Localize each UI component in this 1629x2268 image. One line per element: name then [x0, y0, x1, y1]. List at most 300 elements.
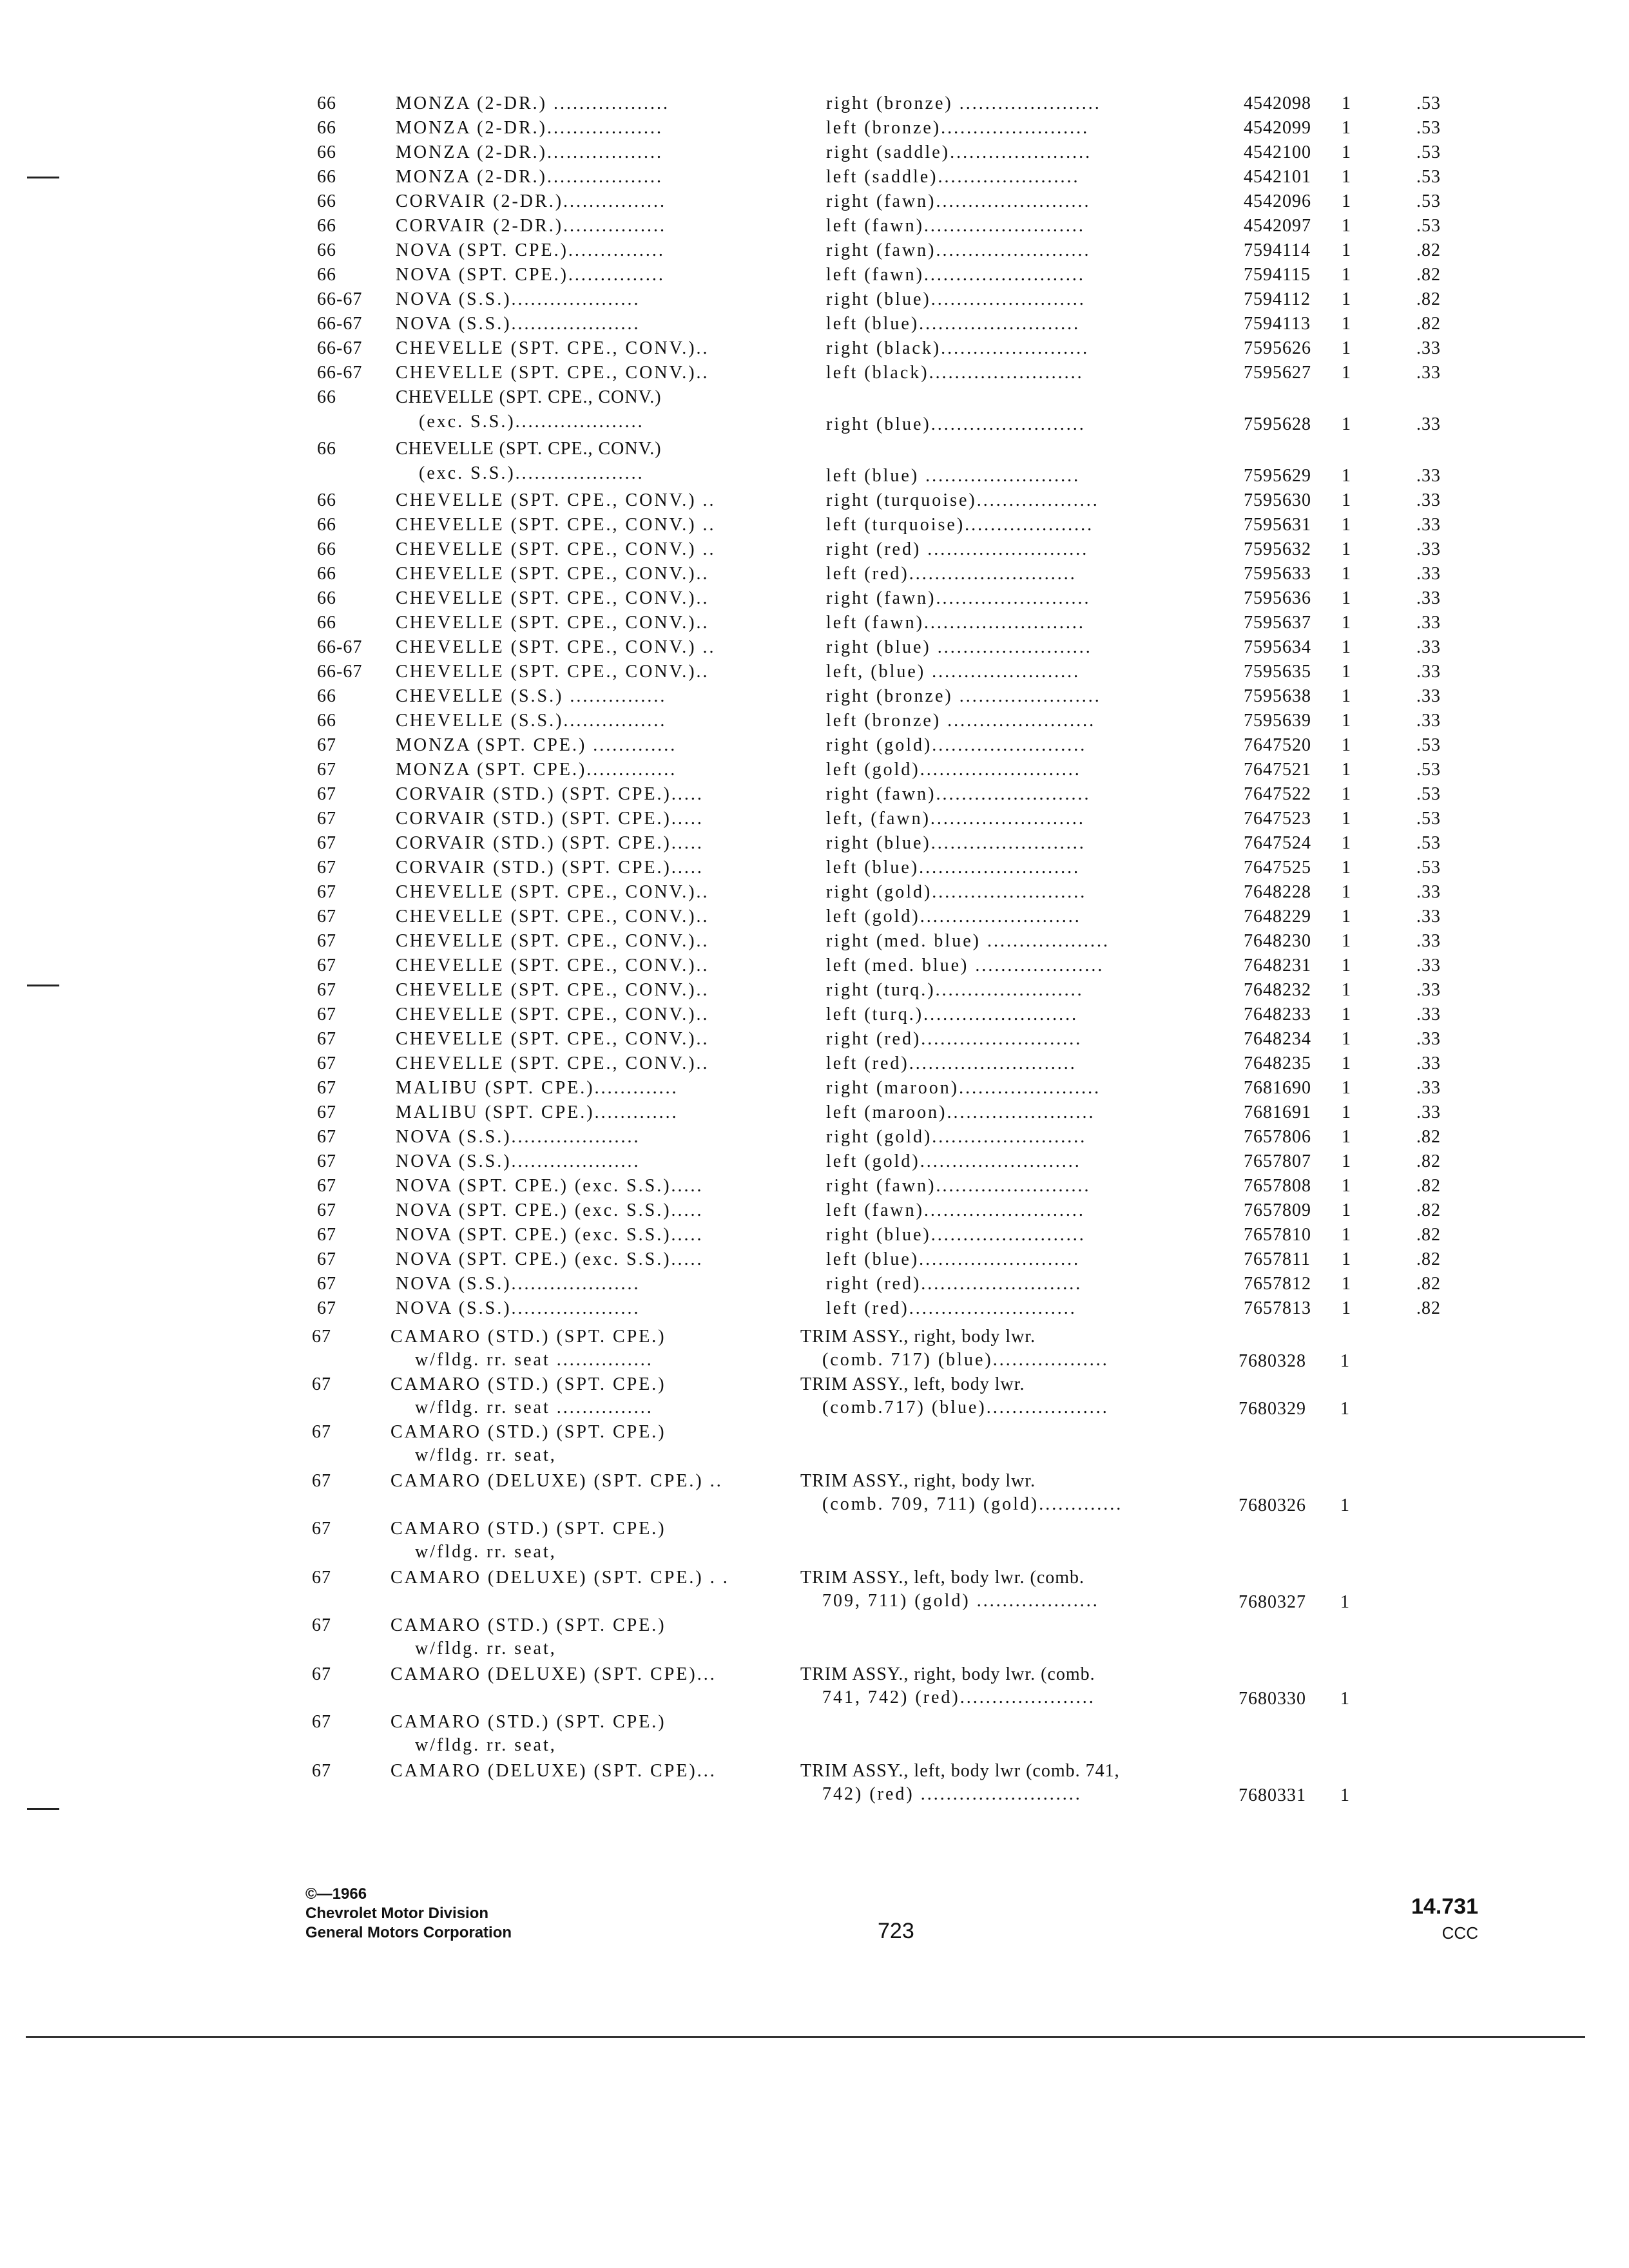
price-cell: .53 [1416, 118, 1441, 138]
description-cell: left, (blue) ....................... [826, 662, 1081, 682]
price-cell: .33 [1416, 1102, 1441, 1122]
model-cell: CHEVELLE (SPT. CPE., CONV.).. [396, 1004, 709, 1024]
year-cell: 66-67 [317, 289, 363, 309]
quantity-cell: 1 [1342, 93, 1351, 113]
model-cell: CHEVELLE (S.S.) ............... [396, 686, 667, 706]
model-cell: CHEVELLE (SPT. CPE., CONV.) [396, 387, 662, 407]
model-cell-continued: w/fldg. rr. seat ............... [415, 1398, 653, 1418]
price-cell: .82 [1416, 1249, 1441, 1269]
year-cell: 66 [317, 387, 336, 407]
model-cell: CHEVELLE (SPT. CPE., CONV.).. [396, 363, 709, 383]
description-cell: TRIM ASSY., right, body lwr. (comb. [800, 1664, 1095, 1684]
year-cell: 66 [317, 93, 336, 113]
quantity-cell: 1 [1342, 833, 1351, 853]
quantity-cell: 1 [1342, 191, 1351, 211]
model-cell: NOVA (SPT. CPE.)............... [396, 265, 665, 285]
description-cell: TRIM ASSY., right, body lwr. [800, 1327, 1036, 1347]
quantity-cell: 1 [1342, 289, 1351, 309]
price-cell: .82 [1416, 1200, 1441, 1220]
model-cell: CHEVELLE (SPT. CPE., CONV.).. [396, 613, 709, 633]
price-cell: .53 [1416, 93, 1441, 113]
part-number-cell: 7680329 [1239, 1399, 1306, 1419]
model-cell: CORVAIR (2-DR.)................ [396, 191, 667, 211]
model-cell: CORVAIR (STD.) (SPT. CPE.)..... [396, 833, 704, 853]
year-cell: 67 [312, 1422, 331, 1442]
quantity-cell: 1 [1342, 539, 1351, 559]
model-cell: CHEVELLE (SPT. CPE., CONV.) .. [396, 515, 716, 535]
division: Chevrolet Motor Division [305, 1905, 489, 1922]
price-cell: .33 [1416, 613, 1441, 633]
part-number-cell: 7647523 [1244, 809, 1311, 829]
model-cell: NOVA (SPT. CPE.) (exc. S.S.)..... [396, 1225, 704, 1245]
quantity-cell: 1 [1342, 980, 1351, 1000]
year-cell: 66 [317, 711, 336, 731]
quantity-cell: 1 [1342, 564, 1351, 584]
model-cell: CHEVELLE (SPT. CPE., CONV.).. [396, 956, 709, 975]
description-cell: left (maroon)....................... [826, 1102, 1095, 1122]
description-cell: left (gold)......................... [826, 907, 1081, 927]
part-number-cell: 7657813 [1244, 1298, 1311, 1318]
part-number-cell: 7648229 [1244, 907, 1311, 927]
price-cell: .33 [1416, 564, 1441, 584]
year-cell: 66 [317, 515, 336, 535]
description-cell: right (black)....................... [826, 338, 1090, 358]
price-cell: .82 [1416, 240, 1441, 260]
quantity-cell: 1 [1342, 809, 1351, 829]
year-cell: 67 [312, 1471, 331, 1491]
part-number-cell: 7647521 [1244, 760, 1311, 780]
description-cell: right (red)......................... [826, 1029, 1083, 1049]
year-cell: 67 [312, 1615, 331, 1635]
part-number-cell: 4542096 [1244, 191, 1311, 211]
price-cell: .33 [1416, 466, 1441, 486]
model-cell: CHEVELLE (SPT. CPE., CONV.).. [396, 1029, 709, 1049]
description-cell: left (blue)......................... [826, 858, 1081, 878]
quantity-cell: 1 [1342, 414, 1351, 434]
price-cell: .33 [1416, 686, 1441, 706]
part-number-cell: 7647525 [1244, 858, 1311, 878]
price-cell: .82 [1416, 1127, 1441, 1147]
publisher-block [305, 1885, 512, 1943]
price-cell: .33 [1416, 490, 1441, 510]
year-cell: 66 [317, 167, 336, 187]
model-cell: CAMARO (DELUXE) (SPT. CPE.) . . [390, 1568, 729, 1588]
model-cell-continued: w/fldg. rr. seat, [415, 1735, 557, 1755]
quantity-cell: 1 [1342, 907, 1351, 927]
price-cell: .33 [1416, 338, 1441, 358]
model-cell: CHEVELLE (SPT. CPE., CONV.).. [396, 980, 709, 1000]
description-cell: left (bronze)....................... [826, 118, 1090, 138]
model-cell: MONZA (2-DR.).................. [396, 142, 663, 162]
description-cell: right (turquoise)................... [826, 490, 1099, 510]
quantity-cell: 1 [1342, 265, 1351, 285]
price-cell: .33 [1416, 907, 1441, 927]
description-cell: right (red) ......................... [826, 539, 1089, 559]
model-cell: CHEVELLE (SPT. CPE., CONV.).. [396, 588, 709, 608]
model-cell-continued: (exc. S.S.).................... [419, 412, 644, 432]
model-cell: CHEVELLE (SPT. CPE., CONV.) [396, 439, 662, 459]
year-cell: 66 [317, 240, 336, 260]
year-cell: 67 [317, 784, 336, 804]
model-cell: CAMARO (STD.) (SPT. CPE.) [390, 1519, 666, 1539]
price-cell: .53 [1416, 809, 1441, 829]
price-cell: .53 [1416, 760, 1441, 780]
quantity-cell: 1 [1342, 1151, 1351, 1171]
model-cell: NOVA (S.S.).................... [396, 314, 641, 334]
price-cell: .82 [1416, 1274, 1441, 1294]
year-cell: 66-67 [317, 637, 363, 657]
model-cell: MONZA (2-DR.).................. [396, 167, 663, 187]
year-cell: 67 [317, 1029, 336, 1049]
year-cell: 67 [312, 1374, 331, 1394]
description-cell-continued: (comb.717) (blue)................... [822, 1398, 1109, 1418]
model-cell: CHEVELLE (SPT. CPE., CONV.).. [396, 662, 709, 682]
description-cell: left (fawn)......................... [826, 265, 1085, 285]
part-number-cell: 7647520 [1244, 735, 1311, 755]
part-number-cell: 7595626 [1244, 338, 1311, 358]
description-cell: left (gold)......................... [826, 760, 1081, 780]
description-cell: left (red).......................... [826, 564, 1077, 584]
price-cell: .82 [1416, 1225, 1441, 1245]
quantity-cell: 1 [1342, 216, 1351, 236]
description-cell: right (gold)........................ [826, 1127, 1087, 1147]
price-cell: .53 [1416, 833, 1441, 853]
description-cell: right (blue)........................ [826, 289, 1086, 309]
model-cell: MALIBU (SPT. CPE.)............. [396, 1078, 679, 1098]
quantity-cell: 1 [1342, 662, 1351, 682]
model-cell-continued: w/fldg. rr. seat, [415, 1445, 557, 1465]
part-number-cell: 7595633 [1244, 564, 1311, 584]
description-cell: right (red)......................... [826, 1274, 1083, 1294]
part-number-cell: 7595638 [1244, 686, 1311, 706]
year-cell: 67 [317, 1151, 336, 1171]
quantity-cell: 1 [1342, 1004, 1351, 1024]
price-cell: .33 [1416, 363, 1441, 383]
quantity-cell: 1 [1342, 1298, 1351, 1318]
year-cell: 66 [317, 539, 336, 559]
quantity-cell: 1 [1342, 142, 1351, 162]
quantity-cell: 1 [1340, 1785, 1350, 1805]
model-cell: NOVA (S.S.).................... [396, 1298, 641, 1318]
model-cell: CAMARO (STD.) (SPT. CPE.) [390, 1712, 666, 1732]
part-number-cell: 7657812 [1244, 1274, 1311, 1294]
description-cell: right (fawn)........................ [826, 240, 1091, 260]
part-number-cell: 7680328 [1239, 1351, 1306, 1371]
part-number-cell: 7657811 [1244, 1249, 1311, 1269]
quantity-cell: 1 [1342, 956, 1351, 975]
part-number-cell: 7680327 [1239, 1592, 1306, 1612]
quantity-cell: 1 [1342, 314, 1351, 334]
part-number-cell: 7648230 [1244, 931, 1311, 951]
quantity-cell: 1 [1342, 490, 1351, 510]
price-cell: .33 [1416, 588, 1441, 608]
quantity-cell: 1 [1342, 931, 1351, 951]
price-cell: .82 [1416, 265, 1441, 285]
model-cell: CHEVELLE (SPT. CPE., CONV.) .. [396, 637, 716, 657]
year-cell: 67 [317, 1298, 336, 1318]
model-cell: CORVAIR (STD.) (SPT. CPE.)..... [396, 784, 704, 804]
year-cell: 66 [317, 265, 336, 285]
margin-mark [27, 1808, 59, 1810]
description-cell-continued: 741, 742) (red)..................... [822, 1687, 1095, 1707]
part-number-cell: 7594112 [1244, 289, 1311, 309]
part-number-cell: 7648233 [1244, 1004, 1311, 1024]
quantity-cell: 1 [1342, 240, 1351, 260]
page-number: 723 [878, 1919, 914, 1943]
year-cell: 67 [317, 1053, 336, 1073]
model-cell: NOVA (S.S.).................... [396, 1151, 641, 1171]
year-cell: 67 [317, 1249, 336, 1269]
description-cell: left (blue) ........................ [826, 466, 1081, 486]
year-cell: 67 [312, 1664, 331, 1684]
price-cell: .33 [1416, 931, 1441, 951]
quantity-cell: 1 [1342, 466, 1351, 486]
year-cell: 67 [317, 858, 336, 878]
part-number-cell: 7648234 [1244, 1029, 1311, 1049]
model-cell: NOVA (S.S.).................... [396, 289, 641, 309]
part-number-cell: 7680326 [1239, 1495, 1306, 1515]
description-cell: TRIM ASSY., left, body lwr (comb. 741, [800, 1761, 1120, 1781]
description-cell-continued: (comb. 709, 711) (gold)............. [822, 1494, 1123, 1514]
year-cell: 67 [312, 1519, 331, 1539]
description-cell: right (bronze) ...................... [826, 686, 1101, 706]
year-cell: 67 [317, 907, 336, 927]
part-number-cell: 7595637 [1244, 613, 1311, 633]
quantity-cell: 1 [1342, 167, 1351, 187]
description-cell: right (fawn)........................ [826, 1176, 1091, 1196]
year-cell: 66 [317, 564, 336, 584]
year-cell: 66 [317, 613, 336, 633]
part-number-cell: 7648231 [1244, 956, 1311, 975]
quantity-cell: 1 [1342, 858, 1351, 878]
price-cell: .33 [1416, 1078, 1441, 1098]
year-cell: 67 [312, 1568, 331, 1588]
part-number-cell: 7657810 [1244, 1225, 1311, 1245]
year-cell: 67 [317, 1127, 336, 1147]
quantity-cell: 1 [1342, 1029, 1351, 1049]
year-cell: 67 [317, 1078, 336, 1098]
description-cell: right (blue) ........................ [826, 637, 1092, 657]
year-cell: 67 [312, 1327, 331, 1347]
quantity-cell: 1 [1340, 1592, 1350, 1612]
year-cell: 67 [317, 1225, 336, 1245]
copyright: ©—1966 [305, 1885, 367, 1903]
price-cell: .33 [1416, 662, 1441, 682]
year-cell: 66-67 [317, 363, 363, 383]
description-cell: left (turq.)........................ [826, 1004, 1079, 1024]
price-cell: .33 [1416, 1029, 1441, 1049]
description-cell: left (black)........................ [826, 363, 1084, 383]
part-number-cell: 4542099 [1244, 118, 1311, 138]
year-cell: 66 [317, 191, 336, 211]
model-cell: CAMARO (STD.) (SPT. CPE.) [390, 1327, 666, 1347]
model-cell: MALIBU (SPT. CPE.)............. [396, 1102, 679, 1122]
quantity-cell: 1 [1342, 1176, 1351, 1196]
price-cell: .33 [1416, 637, 1441, 657]
quantity-cell: 1 [1342, 1225, 1351, 1245]
part-number-cell: 7594114 [1244, 240, 1311, 260]
price-cell: .33 [1416, 882, 1441, 902]
model-cell: CAMARO (DELUXE) (SPT. CPE)... [390, 1664, 717, 1684]
section-block [1411, 1894, 1478, 1943]
description-cell: left (blue)......................... [826, 1249, 1081, 1269]
model-cell: NOVA (S.S.).................... [396, 1127, 641, 1147]
quantity-cell: 1 [1342, 1078, 1351, 1098]
quantity-cell: 1 [1342, 1274, 1351, 1294]
year-cell: 67 [317, 1274, 336, 1294]
part-number-cell: 7680331 [1239, 1785, 1306, 1805]
part-number-cell: 7647522 [1244, 784, 1311, 804]
part-number-cell: 4542100 [1244, 142, 1311, 162]
price-cell: .82 [1416, 289, 1441, 309]
corporation: General Motors Corporation [305, 1924, 512, 1941]
price-cell: .53 [1416, 191, 1441, 211]
description-cell-continued: 709, 711) (gold) ................... [822, 1591, 1099, 1611]
description-cell: right (gold)........................ [826, 735, 1087, 755]
year-cell: 67 [317, 1200, 336, 1220]
model-cell: NOVA (SPT. CPE.) (exc. S.S.)..... [396, 1176, 704, 1196]
quantity-cell: 1 [1340, 1351, 1350, 1371]
description-cell-continued: 742) (red) ......................... [822, 1784, 1082, 1804]
quantity-cell: 1 [1342, 686, 1351, 706]
part-number-cell: 7657806 [1244, 1127, 1311, 1147]
quantity-cell: 1 [1342, 363, 1351, 383]
model-cell: CORVAIR (STD.) (SPT. CPE.)..... [396, 809, 704, 829]
part-number-cell: 7657808 [1244, 1176, 1311, 1196]
price-cell: .53 [1416, 858, 1441, 878]
part-number-cell: 7595627 [1244, 363, 1311, 383]
model-cell-continued: (exc. S.S.).................... [419, 463, 644, 483]
quantity-cell: 1 [1342, 882, 1351, 902]
year-cell: 66 [317, 490, 336, 510]
part-number-cell: 7595635 [1244, 662, 1311, 682]
quantity-cell: 1 [1342, 515, 1351, 535]
model-cell-continued: w/fldg. rr. seat, [415, 1639, 557, 1658]
price-cell: .33 [1416, 539, 1441, 559]
quantity-cell: 1 [1342, 1053, 1351, 1073]
year-cell: 66 [317, 686, 336, 706]
description-cell: right (med. blue) ................... [826, 931, 1110, 951]
description-cell: right (blue)........................ [826, 1225, 1086, 1245]
price-cell: .53 [1416, 735, 1441, 755]
model-cell: MONZA (2-DR.) .................. [396, 93, 670, 113]
model-cell: CHEVELLE (SPT. CPE., CONV.).. [396, 882, 709, 902]
part-number-cell: 7648232 [1244, 980, 1311, 1000]
description-cell-continued: (comb. 717) (blue).................. [822, 1350, 1109, 1370]
model-cell: NOVA (SPT. CPE.)............... [396, 240, 665, 260]
part-number-cell: 7595631 [1244, 515, 1311, 535]
model-cell: CHEVELLE (SPT. CPE., CONV.).. [396, 907, 709, 927]
quantity-cell: 1 [1342, 1102, 1351, 1122]
part-number-cell: 7595634 [1244, 637, 1311, 657]
price-cell: .33 [1416, 980, 1441, 1000]
description-cell: left (turquoise).................... [826, 515, 1094, 535]
year-cell: 66-67 [317, 314, 363, 334]
description-cell: right (blue)........................ [826, 833, 1086, 853]
description-cell: left (saddle)...................... [826, 167, 1080, 187]
section-number: 14.731 [1411, 1894, 1478, 1919]
description-cell: right (blue)........................ [826, 414, 1086, 434]
price-cell: .82 [1416, 1151, 1441, 1171]
model-cell: CORVAIR (2-DR.)................ [396, 216, 667, 236]
description-cell: right (fawn)........................ [826, 191, 1091, 211]
year-cell: 67 [317, 980, 336, 1000]
description-cell: TRIM ASSY., left, body lwr. [800, 1374, 1025, 1394]
year-cell: 66-67 [317, 662, 363, 682]
year-cell: 67 [317, 809, 336, 829]
price-cell: .53 [1416, 142, 1441, 162]
part-number-cell: 7648228 [1244, 882, 1311, 902]
part-number-cell: 7595629 [1244, 466, 1311, 486]
year-cell: 67 [317, 760, 336, 780]
year-cell: 66 [317, 216, 336, 236]
part-number-cell: 7595636 [1244, 588, 1311, 608]
year-cell: 66 [317, 118, 336, 138]
price-cell: .82 [1416, 1176, 1441, 1196]
part-number-cell: 7657807 [1244, 1151, 1311, 1171]
price-cell: .33 [1416, 1004, 1441, 1024]
description-cell: right (fawn)........................ [826, 588, 1091, 608]
part-number-cell: 7595639 [1244, 711, 1311, 731]
price-cell: .33 [1416, 711, 1441, 731]
price-cell: .82 [1416, 1298, 1441, 1318]
quantity-cell: 1 [1342, 711, 1351, 731]
quantity-cell: 1 [1342, 118, 1351, 138]
description-cell: right (bronze) ...................... [826, 93, 1101, 113]
price-cell: .33 [1416, 956, 1441, 975]
description-cell: left (bronze) ....................... [826, 711, 1096, 731]
year-cell: 67 [317, 1176, 336, 1196]
price-cell: .33 [1416, 515, 1441, 535]
part-number-cell: 7681691 [1244, 1102, 1311, 1122]
model-cell: MONZA (SPT. CPE.).............. [396, 760, 677, 780]
quantity-cell: 1 [1342, 1200, 1351, 1220]
price-cell: .82 [1416, 314, 1441, 334]
quantity-cell: 1 [1342, 613, 1351, 633]
part-number-cell: 4542101 [1244, 167, 1311, 187]
year-cell: 67 [312, 1761, 331, 1781]
part-number-cell: 4542098 [1244, 93, 1311, 113]
description-cell: left (med. blue) .................... [826, 956, 1104, 975]
model-cell: CAMARO (STD.) (SPT. CPE.) [390, 1422, 666, 1442]
part-number-cell: 7681690 [1244, 1078, 1311, 1098]
margin-mark [27, 177, 59, 178]
description-cell: left (fawn)......................... [826, 613, 1085, 633]
description-cell: left (blue)......................... [826, 314, 1081, 334]
part-number-cell: 7595628 [1244, 414, 1311, 434]
year-cell: 67 [317, 882, 336, 902]
description-cell: right (turq.)....................... [826, 980, 1084, 1000]
part-number-cell: 7595630 [1244, 490, 1311, 510]
year-cell: 66 [317, 142, 336, 162]
quantity-cell: 1 [1342, 637, 1351, 657]
model-cell: CHEVELLE (SPT. CPE., CONV.).. [396, 931, 709, 951]
model-cell: MONZA (SPT. CPE.) ............. [396, 735, 677, 755]
model-cell: CHEVELLE (SPT. CPE., CONV.).. [396, 564, 709, 584]
model-cell: CAMARO (DELUXE) (SPT. CPE.) .. [390, 1471, 723, 1491]
description-cell: TRIM ASSY., right, body lwr. [800, 1471, 1036, 1491]
part-number-cell: 7657809 [1244, 1200, 1311, 1220]
part-number-cell: 4542097 [1244, 216, 1311, 236]
year-cell: 67 [317, 1102, 336, 1122]
quantity-cell: 1 [1342, 760, 1351, 780]
year-cell: 67 [317, 833, 336, 853]
description-cell: right (maroon)...................... [826, 1078, 1101, 1098]
model-cell-continued: w/fldg. rr. seat ............... [415, 1350, 653, 1370]
description-cell: left (fawn)......................... [826, 216, 1085, 236]
description-cell: left, (fawn)........................ [826, 809, 1085, 829]
model-cell-continued: w/fldg. rr. seat, [415, 1542, 557, 1562]
